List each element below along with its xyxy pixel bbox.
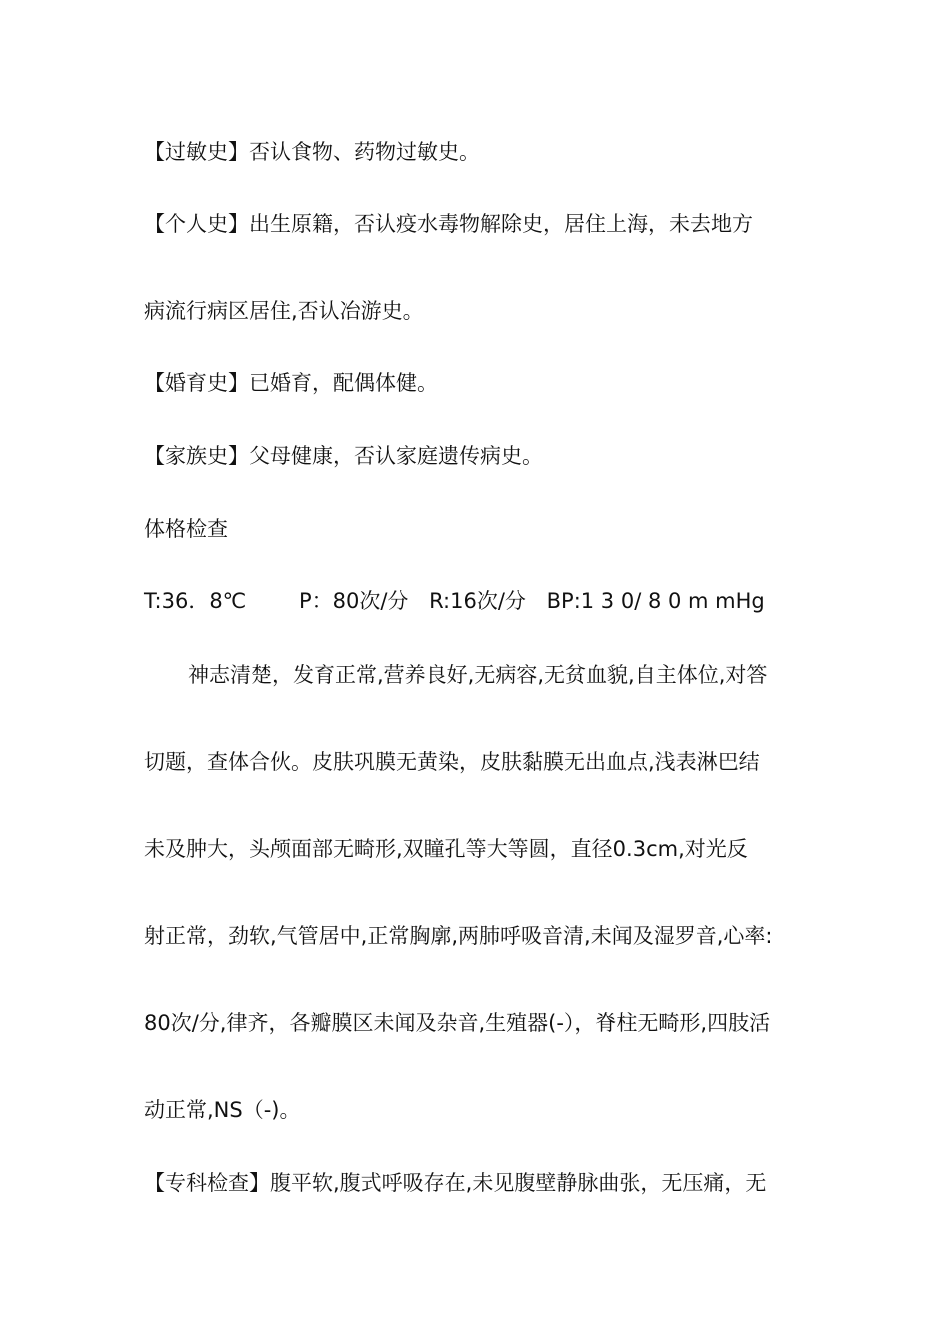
exam-paragraph-line-4: 射正常，劲软,气管居中,正常胸廓,两肺呼吸音清,未闻及湿罗音,心率: xyxy=(144,924,773,948)
exam-paragraph-line-5: 80次/分,律齐，各瓣膜区未闻及杂音,生殖器(-），脊柱无畸形,四肢活 xyxy=(144,1011,771,1035)
marriage-history-line: 【婚育史】已婚育，配偶体健。 xyxy=(144,371,438,395)
specialist-exam-line: 【专科检查】腹平软,腹式呼吸存在,未见腹壁静脉曲张，无压痛，无 xyxy=(144,1171,767,1195)
exam-paragraph-line-1: 神志清楚，发育正常,营养良好,无病容,无贫血貌,自主体位,对答 xyxy=(188,663,768,687)
pulse-value: P：80次/分 xyxy=(298,589,409,613)
exam-paragraph-line-3: 未及肿大，头颅面部无畸形,双瞳孔等大等圆，直径0.3cm,对光反 xyxy=(144,837,748,861)
family-history-line: 【家族史】父母健康，否认家庭遗传病史。 xyxy=(144,444,543,468)
physical-exam-heading: 体格检查 xyxy=(144,517,228,541)
exam-paragraph-line-6: 动正常,NS（-)。 xyxy=(144,1098,301,1122)
blood-pressure-value: BP:1 3 0/ 8 0 m mHg xyxy=(546,589,765,613)
personal-history-continued-line: 病流行病区居住,否认冶游史。 xyxy=(144,299,424,323)
temperature-value: T:36．8℃ xyxy=(144,589,247,613)
personal-history-line: 【个人史】出生原籍，否认疫水毒物解除史，居住上海，未去地方 xyxy=(144,212,753,236)
exam-paragraph-line-2: 切题，查体合伙。皮肤巩膜无黄染，皮肤黏膜无出血点,浅表淋巴结 xyxy=(144,750,760,774)
respiration-value: R:16次/分 xyxy=(429,589,526,613)
vital-signs-line xyxy=(144,587,824,615)
allergy-history-line: 【过敏史】否认食物、药物过敏史。 xyxy=(144,140,480,164)
